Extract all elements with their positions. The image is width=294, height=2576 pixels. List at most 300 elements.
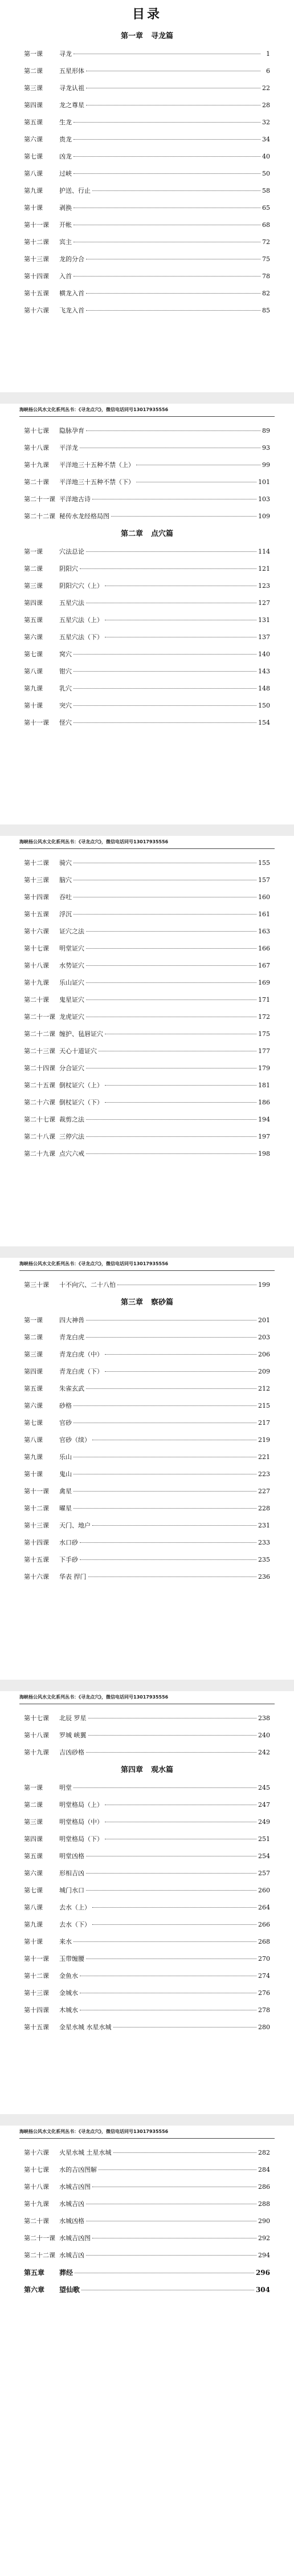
chapter-number: 第三章 — [120, 1298, 143, 1307]
lesson-title: 乐山 — [59, 1453, 72, 1461]
lesson-title: 寻龙认祖 — [59, 84, 84, 92]
toc-entry[interactable] — [24, 2144, 270, 2161]
lesson-title: 吞吐 — [59, 893, 72, 901]
lesson-number: 第二十课 — [24, 996, 49, 1003]
lesson-title: 北辰 罗星 — [59, 1714, 87, 1722]
page-number: 127 — [258, 599, 270, 607]
page-number: 294 — [258, 2252, 270, 2259]
toc-entry[interactable] — [24, 1500, 270, 1517]
dot-leader — [74, 1508, 256, 1509]
lesson-number: 第十五课 — [24, 911, 49, 918]
dot-leader — [74, 671, 256, 672]
dot-leader — [113, 2152, 257, 2153]
lesson-number: 第十一课 — [24, 1955, 49, 1963]
lesson-title: 吉凶砂格 — [59, 1749, 84, 1756]
chapter-heading — [0, 525, 294, 543]
lesson-title: 裁剪之法 — [59, 1116, 84, 1123]
lesson-title: 官砂（续） — [59, 1436, 91, 1444]
toc-entry[interactable] — [24, 906, 270, 923]
running-header: 海峡杨公风水文化系列丛书：《寻龙点穴》，微信电话同号13017935556 — [19, 836, 275, 849]
lesson-title: 水口砂 — [59, 1539, 78, 1546]
lesson-title: 官砂 — [59, 1419, 72, 1427]
lesson-number: 第二十一课 — [24, 2234, 55, 2242]
toc-entry[interactable] — [24, 268, 270, 285]
lesson-title: 明堂格局（下） — [59, 1835, 103, 1843]
toc-entry[interactable] — [24, 889, 270, 906]
lesson-number: 第十九课 — [24, 979, 49, 986]
toc-entry[interactable] — [24, 595, 270, 612]
dot-leader — [86, 1119, 256, 1120]
lesson-number: 第五课 — [24, 616, 43, 624]
dot-leader — [86, 1752, 256, 1753]
page-number: 1 — [266, 50, 270, 58]
lesson-title: 金城水 — [59, 1989, 78, 1997]
lesson-number: 第五课 — [24, 1852, 43, 1860]
page-number: 179 — [258, 1064, 270, 1072]
lesson-number: 第十九课 — [24, 1749, 49, 1756]
page-number: 101 — [258, 478, 270, 486]
lesson-title: 明堂格局（中） — [59, 1818, 103, 1826]
lesson-title: 钳穴 — [59, 668, 72, 675]
lesson-title: 五星形体 — [59, 67, 84, 75]
running-header: 海峡杨公风水文化系列丛书：《寻龙点穴》，微信电话同号13017935556 — [19, 404, 275, 417]
dot-leader — [105, 1102, 256, 1103]
lesson-number: 第十四课 — [24, 1539, 49, 1546]
lesson-number: 第十四课 — [24, 893, 49, 901]
toc-entry[interactable] — [24, 1432, 270, 1449]
page-number: 264 — [258, 1904, 270, 1911]
page-number: 148 — [258, 685, 270, 692]
lesson-number: 第十课 — [24, 204, 43, 212]
lesson-number: 第五课 — [24, 119, 43, 126]
toc-entry[interactable] — [24, 1710, 270, 1727]
lesson-title: 青龙白虎（中） — [59, 1351, 103, 1358]
toc-entry[interactable] — [24, 1363, 270, 1380]
dot-leader — [99, 2169, 256, 2170]
dot-leader — [86, 999, 256, 1000]
page-number: 58 — [262, 187, 270, 194]
lesson-title: 龙之尊星 — [59, 101, 84, 109]
toc-entry[interactable] — [24, 1415, 270, 1432]
toc-entry[interactable] — [24, 646, 270, 663]
lesson-title: 平洋地三十五种不禁（上） — [59, 461, 134, 469]
toc-entry[interactable] — [24, 2161, 270, 2179]
lesson-number: 第一课 — [24, 50, 43, 58]
toc-page — [0, 1691, 294, 2114]
page-number: 290 — [258, 2217, 270, 2225]
toc-entry[interactable] — [24, 1329, 270, 1346]
lesson-number: 第七课 — [24, 651, 43, 658]
toc-entry[interactable] — [24, 148, 270, 165]
lesson-number: 第三课 — [24, 1818, 43, 1826]
toc-entry[interactable] — [24, 234, 270, 251]
lesson-number: 第十七课 — [24, 945, 49, 952]
lesson-title: 下手砂 — [59, 1556, 78, 1563]
page-number: 109 — [258, 513, 270, 520]
page-number: 288 — [258, 2200, 270, 2208]
page-number: 245 — [258, 1784, 270, 1791]
dot-leader — [74, 1491, 256, 1492]
lesson-number: 第三课 — [24, 582, 43, 590]
dot-leader — [92, 190, 260, 191]
toc-entry[interactable] — [24, 578, 270, 595]
lesson-title: 点穴六戒 — [59, 1150, 84, 1157]
chapter-number: 第四章 — [120, 1766, 143, 1774]
toc-entry[interactable] — [24, 1985, 270, 2002]
lesson-number: 第二课 — [24, 67, 43, 75]
lesson-number: 第二课 — [24, 1334, 43, 1341]
lesson-number: 第十四课 — [24, 273, 49, 280]
toc-entry[interactable] — [24, 1899, 270, 1916]
toc-entry[interactable] — [24, 1534, 270, 1551]
lesson-title: 倒杖证穴（上） — [59, 1082, 103, 1089]
page-number: 194 — [258, 1116, 270, 1123]
toc-list — [0, 1277, 294, 1586]
toc-entry[interactable] — [24, 1128, 270, 1145]
lesson-number: 第一课 — [24, 1317, 43, 1324]
page-number: 274 — [258, 1972, 270, 1980]
lesson-number: 第八课 — [24, 668, 43, 675]
lesson-title: 去水（下） — [59, 1921, 91, 1928]
page-number: 154 — [258, 719, 270, 726]
lesson-title: 砂格 — [59, 1402, 72, 1409]
dot-leader — [86, 931, 256, 932]
lesson-number: 第五课 — [24, 1385, 43, 1392]
lesson-number: 第十二课 — [24, 1972, 49, 1980]
toc-entry[interactable] — [24, 1951, 270, 1968]
page-number: 227 — [258, 1488, 270, 1495]
toc-entry[interactable] — [24, 63, 270, 80]
lesson-number: 第十七课 — [24, 427, 49, 434]
toc-entry[interactable] — [24, 217, 270, 234]
lesson-title: 五星穴法 — [59, 599, 84, 607]
page-number: 219 — [258, 1436, 270, 1444]
lesson-number: 第六课 — [24, 1870, 43, 1877]
page-number: 286 — [258, 2183, 270, 2191]
toc-entry[interactable] — [24, 1380, 270, 1397]
lesson-title: 鬼星证穴 — [59, 996, 84, 1003]
page-number: 304 — [255, 2286, 270, 2294]
page-number: 270 — [258, 1955, 270, 1963]
toc-entry[interactable] — [24, 1848, 270, 1865]
lesson-title: 隐脉孕育 — [59, 427, 84, 434]
toc-entry[interactable] — [24, 251, 270, 268]
page-number: 137 — [258, 633, 270, 641]
lesson-number: 第十七课 — [24, 2166, 49, 2173]
toc-entry[interactable] — [24, 1933, 270, 1951]
page-number: 78 — [262, 273, 270, 280]
lesson-title: 水城吉凶 — [59, 2200, 84, 2208]
toc-entry[interactable] — [24, 1060, 270, 1077]
toc-entry[interactable] — [24, 1865, 270, 1882]
lesson-title: 明堂格局（上） — [59, 1801, 103, 1809]
toc-entry[interactable] — [24, 1043, 270, 1060]
page-number: 40 — [262, 153, 270, 160]
lesson-number: 第二十九课 — [24, 1150, 55, 1157]
lesson-title: 宾主 — [59, 238, 72, 246]
lesson-title: 护送、行止 — [59, 187, 91, 194]
page-number: 212 — [258, 1385, 270, 1392]
page-number: 131 — [258, 616, 270, 624]
toc-entry[interactable] — [24, 80, 270, 97]
lesson-title: 横龙入首 — [59, 290, 84, 297]
page-number: 199 — [258, 1281, 270, 1289]
chapter-title: 察砂篇 — [151, 1298, 174, 1307]
toc-list — [0, 1710, 294, 2036]
lesson-number: 第四课 — [24, 599, 43, 607]
page-number: 99 — [262, 461, 270, 469]
toc-entry[interactable] — [24, 1111, 270, 1128]
toc-entry[interactable] — [24, 1727, 270, 1744]
page-number: 72 — [262, 238, 270, 246]
lesson-title: 去水（上） — [59, 1904, 91, 1911]
toc-entry[interactable] — [24, 1077, 270, 1094]
toc-entry[interactable] — [24, 629, 270, 646]
lesson-number: 第二十二课 — [24, 1030, 55, 1038]
page-number: 166 — [258, 945, 270, 952]
lesson-title: 浮沉 — [59, 911, 72, 918]
lesson-number: 第二十六课 — [24, 1099, 55, 1106]
lesson-title: 乐山证穴 — [59, 979, 84, 986]
dot-leader — [86, 1136, 256, 1137]
toc-entry[interactable] — [24, 182, 270, 200]
toc-entry[interactable] — [24, 2247, 270, 2264]
dot-leader — [74, 156, 260, 157]
page-number: 221 — [258, 1453, 270, 1461]
page-number: 231 — [258, 1522, 270, 1529]
toc-entry[interactable] — [24, 165, 270, 182]
toc-entry[interactable] — [24, 131, 270, 148]
toc-list — [0, 855, 294, 1163]
dot-leader — [74, 722, 256, 723]
lesson-title: 曜星 — [59, 1505, 72, 1512]
dot-leader — [74, 173, 260, 174]
lesson-number: 第二十八课 — [24, 1133, 55, 1140]
page-number: 186 — [258, 1099, 270, 1106]
toc-entry[interactable] — [24, 1449, 270, 1466]
toc-entry[interactable] — [24, 2264, 270, 2281]
lesson-title: 望仙歌 — [59, 2286, 80, 2294]
toc-entry[interactable] — [24, 1466, 270, 1483]
lesson-title: 禽星 — [59, 1488, 72, 1495]
toc-entry[interactable] — [24, 1551, 270, 1569]
lesson-number: 第十五课 — [24, 1556, 49, 1563]
toc-entry[interactable] — [24, 1483, 270, 1500]
toc-entry[interactable] — [24, 923, 270, 940]
toc-entry[interactable] — [24, 1569, 270, 1586]
toc-entry[interactable] — [24, 97, 270, 114]
lesson-number: 第二十五课 — [24, 1082, 55, 1089]
chapter-heading — [0, 1294, 294, 1312]
lesson-number: 第十七课 — [24, 1714, 49, 1722]
toc-entry[interactable] — [24, 872, 270, 889]
toc-entry[interactable] — [24, 957, 270, 974]
lesson-title: 形相吉凶 — [59, 1870, 84, 1877]
lesson-title: 阴阳穴穴（上） — [59, 582, 103, 590]
lesson-title: 青龙白虎 — [59, 1334, 84, 1341]
toc-entry[interactable] — [24, 1397, 270, 1415]
toc-entry[interactable] — [24, 1831, 270, 1848]
dot-leader — [74, 688, 256, 689]
lesson-number: 第九课 — [24, 685, 43, 692]
lesson-number: 第十二课 — [24, 238, 49, 246]
dot-leader — [74, 122, 260, 123]
page-number: 175 — [258, 1030, 270, 1038]
toc-entry[interactable] — [24, 508, 270, 525]
lesson-number: 第十二课 — [24, 859, 49, 867]
lesson-title: 玉带缠腰 — [59, 1955, 84, 1963]
lesson-number: 第二十七课 — [24, 1116, 55, 1123]
toc-entry[interactable] — [24, 422, 270, 440]
lesson-number: 第十四课 — [24, 2006, 49, 2014]
toc-entry[interactable] — [24, 114, 270, 131]
toc-entry[interactable] — [24, 560, 270, 578]
dot-leader — [86, 551, 256, 552]
lesson-number: 第十三课 — [24, 876, 49, 884]
toc-entry[interactable] — [24, 1814, 270, 1831]
lesson-title: 五星穴法（下） — [59, 633, 103, 641]
lesson-number: 第十二课 — [24, 1505, 49, 1512]
dot-leader — [74, 1787, 256, 1788]
dot-leader — [86, 1873, 256, 1874]
toc-entry[interactable] — [24, 2281, 270, 2298]
page-number: 140 — [258, 651, 270, 658]
page-number: 121 — [258, 565, 270, 572]
dot-leader — [105, 1085, 256, 1086]
page-number: 251 — [258, 1835, 270, 1843]
dot-leader — [111, 516, 256, 517]
dot-leader — [74, 139, 260, 140]
toc-entry[interactable] — [24, 440, 270, 457]
toc-entry[interactable] — [24, 612, 270, 629]
toc-entry[interactable] — [24, 2213, 270, 2230]
lesson-number: 第十六课 — [24, 2149, 49, 2156]
toc-entry[interactable] — [24, 1009, 270, 1026]
page-number: 276 — [258, 1989, 270, 1997]
lesson-number: 第十六课 — [24, 1573, 49, 1580]
toc-entry[interactable] — [24, 1312, 270, 1329]
lesson-title: 龙虎证穴 — [59, 1013, 84, 1021]
lesson-number: 第十八课 — [24, 444, 49, 452]
lesson-title: 三停穴法 — [59, 1133, 84, 1140]
toc-entry[interactable] — [24, 1026, 270, 1043]
lesson-title: 朱雀玄武 — [59, 1385, 84, 1392]
toc-entry[interactable] — [24, 2002, 270, 2019]
lesson-number: 第十六课 — [24, 928, 49, 935]
dot-leader — [92, 1525, 256, 1526]
lesson-number: 第十一课 — [24, 221, 49, 229]
toc-entry[interactable] — [24, 2196, 270, 2213]
toc-entry[interactable] — [24, 2230, 270, 2247]
toc-page — [0, 404, 294, 824]
toc-entry[interactable] — [24, 714, 270, 732]
toc-entry[interactable] — [24, 46, 270, 63]
lesson-title: 罗城 峡翼 — [59, 1732, 87, 1739]
page-number: 235 — [258, 1556, 270, 1563]
lesson-number: 第十三课 — [24, 1989, 49, 1997]
toc-entry[interactable] — [24, 285, 270, 302]
toc-entry[interactable] — [24, 1346, 270, 1363]
toc-entry[interactable] — [24, 1094, 270, 1111]
dot-leader — [86, 1153, 256, 1154]
lesson-number: 第二课 — [24, 565, 43, 572]
lesson-title: 过峡 — [59, 170, 72, 177]
toc-entry[interactable] — [24, 1797, 270, 1814]
toc-entry[interactable] — [24, 1968, 270, 1985]
toc-entry[interactable] — [24, 302, 270, 319]
toc-entry[interactable] — [24, 200, 270, 217]
dot-leader — [74, 654, 256, 655]
page-number: 206 — [258, 1351, 270, 1358]
toc-entry[interactable] — [24, 992, 270, 1009]
lesson-number: 第十三课 — [24, 255, 49, 263]
toc-entry[interactable] — [24, 855, 270, 872]
lesson-number: 第七课 — [24, 1887, 43, 1894]
page-number: 249 — [258, 1818, 270, 1826]
lesson-title: 城门水口 — [59, 1887, 84, 1894]
toc-entry[interactable] — [24, 940, 270, 957]
toc-entry[interactable] — [24, 491, 270, 508]
page-number: 169 — [258, 979, 270, 986]
lesson-title: 天心十道证穴 — [59, 1047, 97, 1055]
chapter-heading — [0, 27, 294, 46]
toc-entry[interactable] — [24, 474, 270, 491]
lesson-number: 第六章 — [24, 2286, 45, 2294]
toc-entry[interactable] — [24, 1916, 270, 1933]
dot-leader — [80, 1559, 256, 1560]
toc-entry[interactable] — [24, 2179, 270, 2196]
lesson-number: 第十课 — [24, 1938, 43, 1945]
lesson-number: 第二课 — [24, 1801, 43, 1809]
toc-entry[interactable] — [24, 974, 270, 992]
lesson-title: 倒杖证穴（下） — [59, 1099, 103, 1106]
toc-entry[interactable] — [24, 1744, 270, 1761]
dot-leader — [86, 982, 256, 983]
lesson-title: 穴法总论 — [59, 548, 84, 555]
toc-entry[interactable] — [24, 1277, 270, 1294]
toc-entry[interactable] — [24, 1882, 270, 1899]
running-header: 海峡杨公风水文化系列丛书：《寻龙点穴》，微信电话同号13017935556 — [19, 1258, 275, 1271]
lesson-title: 乳穴 — [59, 685, 72, 692]
page-number: 89 — [262, 427, 270, 434]
toc-entry[interactable] — [24, 1779, 270, 1797]
page-number: 201 — [258, 1317, 270, 1324]
toc-entry[interactable] — [24, 697, 270, 714]
page-number: 223 — [258, 1470, 270, 1478]
toc-entry[interactable] — [24, 680, 270, 697]
chapter-number: 第二章 — [120, 530, 143, 538]
lesson-title: 龙的分合 — [59, 255, 84, 263]
page-number: 172 — [258, 1013, 270, 1021]
dot-leader — [74, 705, 256, 706]
lesson-number: 第二十四课 — [24, 1064, 55, 1072]
lesson-number: 第二十二课 — [24, 513, 55, 520]
toc-entry[interactable] — [24, 1145, 270, 1163]
page-number: 160 — [258, 893, 270, 901]
lesson-number: 第八课 — [24, 1436, 43, 1444]
toc-entry[interactable] — [24, 2019, 270, 2036]
toc-entry[interactable] — [24, 1517, 270, 1534]
toc-entry[interactable] — [24, 663, 270, 680]
dot-leader — [86, 965, 256, 966]
lesson-title: 火星水城 土星水城 — [59, 2149, 112, 2156]
toc-entry[interactable] — [24, 543, 270, 560]
page-number: 296 — [255, 2269, 270, 2277]
lesson-number: 第一课 — [24, 1784, 43, 1791]
page-number: 150 — [258, 702, 270, 709]
toc-entry[interactable] — [24, 457, 270, 474]
dot-leader — [74, 276, 260, 277]
